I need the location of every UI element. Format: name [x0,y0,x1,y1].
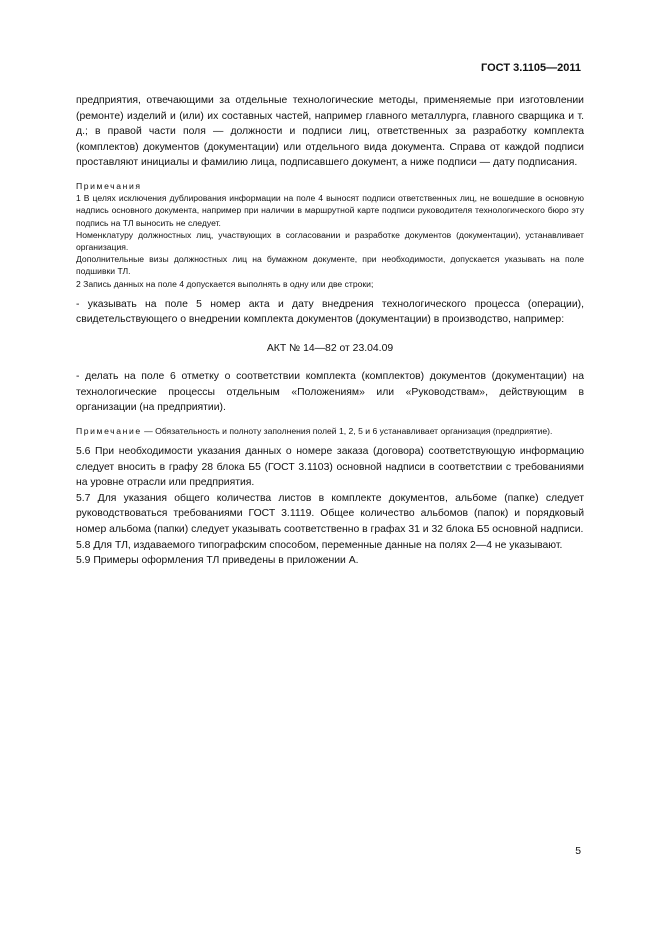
paragraph-continuation: предприятия, отвечающими за отдельные технологические методы, применяемые при изготовлении (ремонте) изделий и (или) их составных частей, например главного металлурга, главного сварщика и т. д.; в правой части поля — должности и подписи лиц, ответственных за разработку комплекта (комплектов) документов (документации) или отдельного вида документа. Справа от каждой подписи проставляют инициалы и фамилию лица, подписавшего документ, а ниже подписи — дату подписания. [76,95,584,169]
note-single-heading: Примечание [76,425,142,436]
akt-example: АКТ № 14—82 от 23.04.09 [266,342,394,354]
paragraph-field-6: - делать на поле 6 отметку о соответствии комплекта (комплектов) документов (документации) на технологические процессы отдельным «Положениям» или «Руководствам», действующим в организации (на предприятии). [76,370,584,414]
note-1-nomenclature: Номенклатуру должностных лиц, участвующих в согласовании и разработке документов (документации), устанавливает организация. [76,229,584,252]
section-5-7: 5.7 Для указания общего количества листов в комплекте документов, альбоме (папке) следует руководствоваться требованиями ГОСТ 3.1119. Общее количество альбомов (папок) и порядковый номер альбома (папки) следует указывать соответственно в графах 31 и 32 блока Б5 основной надписи. [76,492,584,535]
section-5-8: 5.8 Для ТЛ, издаваемого типографским способом, переменные данные на полях 2—4 не указывают. [76,539,563,551]
paragraph-field-5: - указывать на поле 5 номер акта и дату внедрения технологического процесса (операции), свидетельствующего о внедрении комплекта документов (документации) в производство, например: [76,298,584,326]
section-5-6: 5.6 При необходимости указания данных о номере заказа (договора) соответствующую информацию следует вносить в графу 28 блока Б5 (ГОСТ 3.1103) основной надписи в соответствии с требованиями на уровне отрасли или предприятия. [76,445,584,489]
page-content [76,93,584,569]
note-1-visas: Дополнительные визы должностных лиц на бумажном документе, при необходимости, допускается указывать на поле подшивки ТЛ. [76,254,584,277]
notes-heading: Примечания [76,180,142,191]
section-5-9: 5.9 Примеры оформления ТЛ приведены в приложении А. [76,555,359,567]
document-code: ГОСТ 3.1105—2011 [481,62,581,74]
note-single-text: — Обязательность и полноту заполнения полей 1, 2, 5 и 6 устанавливает организация (предприятие). [144,425,553,436]
note-1: 1 В целях исключения дублирования информации на поле 4 выносят подписи ответственных лиц, не вошедшие в основную надпись основного документа, например при наличии в маршрутной карте подписи руководителя технологического бюро эту подпись на ТЛ выносить не следует. [76,193,584,228]
notes-block [76,180,584,290]
page-number: 5 [575,846,581,857]
note-2: 2 Запись данных на поле 4 допускается выполнять в одну или две строки; [76,278,374,289]
note-single [76,425,584,437]
